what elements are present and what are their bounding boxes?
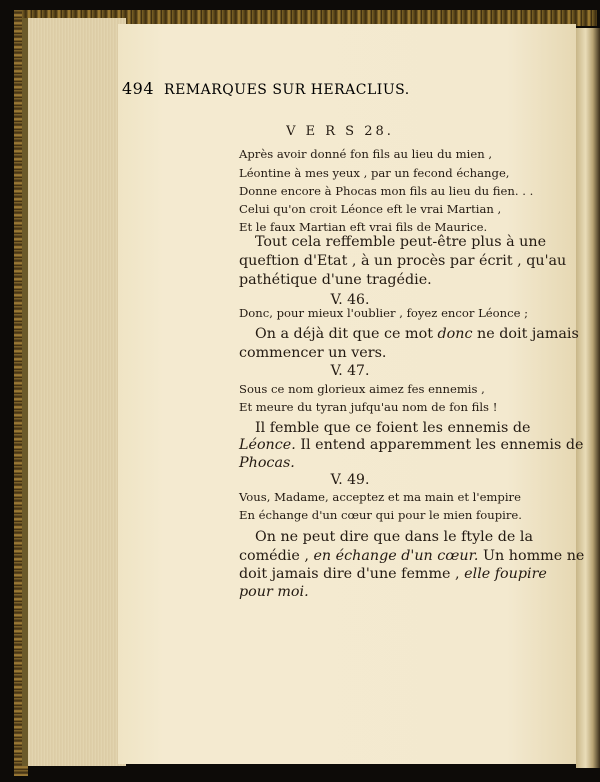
section-label: V. 46. xyxy=(330,292,370,308)
verse-line: Celui qu'on croit Léonce eft le vrai Martian , xyxy=(239,202,502,216)
verse-line: Vous, Madame, acceptez et ma main et l'empire xyxy=(239,490,521,504)
commentary-line: Léonce. Il entend apparemment les ennemis de xyxy=(239,437,584,453)
book-gutter xyxy=(576,28,600,768)
commentary-line: On ne peut dire que dans le ftyle de la xyxy=(255,529,534,545)
running-header xyxy=(122,79,462,101)
commentary-line: pathétique d'une tragédie. xyxy=(239,272,432,288)
commentary-line: commencer un vers. xyxy=(239,345,387,361)
section-label: V. 47. xyxy=(330,363,370,379)
commentary-line: queftion d'Etat , à un procès par écrit , qu'au xyxy=(239,253,567,269)
verse-line: Donne encore à Phocas mon fils au lieu du fien. . . xyxy=(239,184,534,198)
commentary-line: doit jamais dire d'une femme , elle foupire xyxy=(239,566,547,582)
page-number: 494 xyxy=(122,79,155,98)
commentary-line: On a déjà dit que ce mot donc ne doit jamais xyxy=(255,326,579,342)
commentary-line: pour moi. xyxy=(239,584,309,600)
verse-line: Après avoir donné fon fils au lieu du mien , xyxy=(239,147,493,161)
commentary-line: comédie , en échange d'un cœur. Un homme ne xyxy=(239,548,585,564)
section-label: V E R S 28. xyxy=(286,124,394,139)
commentary-line: Phocas. xyxy=(239,455,295,471)
commentary-line: Tout cela reffemble peut-être plus à une xyxy=(255,234,547,250)
commentary-line: Il femble que ce foient les ennemis de xyxy=(255,420,531,436)
verse-line: Léontine à mes yeux , par un fecond échange, xyxy=(239,166,510,180)
verse-line: En échange d'un cœur qui pour le mien foupire. xyxy=(239,508,522,522)
running-title: REMARQUES SUR HERACLIUS. xyxy=(164,82,410,98)
verse-line: Sous ce nom glorieux aimez fes ennemis , xyxy=(239,382,485,396)
verse-line: Et le faux Martian eft vrai fils de Maurice. xyxy=(239,220,488,234)
verse-line: Et meure du tyran jufqu'au nom de fon fils ! xyxy=(239,400,498,414)
page-stack-edge xyxy=(22,18,126,766)
verse-line: Donc, pour mieux l'oublier , foyez encor Léonce ; xyxy=(239,306,529,320)
section-label: V. 49. xyxy=(330,472,370,488)
